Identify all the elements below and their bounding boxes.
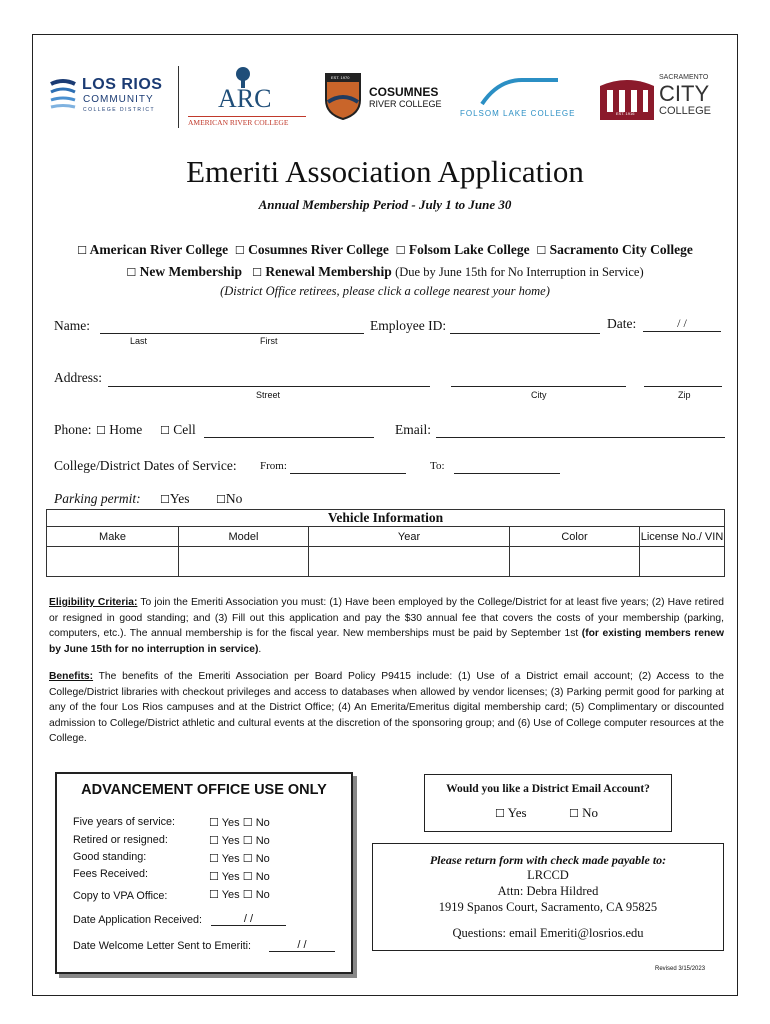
logo-divider: [178, 66, 179, 128]
adv-good-standing-yes-no[interactable]: ☐ Yes ☐ No: [209, 852, 270, 865]
zip-label: Zip: [678, 390, 691, 400]
college-checkbox-scc[interactable]: ☐ Sacramento City College: [536, 242, 693, 257]
college-checkbox-flc[interactable]: ☐ Folsom Lake College: [395, 242, 530, 257]
return-info-box: [372, 843, 724, 951]
email-account-question: Would you like a District Email Account?: [446, 783, 650, 795]
city-input[interactable]: [451, 386, 626, 387]
arc-logo: [188, 66, 306, 128]
district-note: (District Office retirees, please click a college nearest your home): [220, 284, 550, 298]
phone-label: Phone:: [54, 422, 92, 437]
last-name-label: Last: [130, 336, 148, 346]
adv-copy-vpa-yes-no[interactable]: ☐ Yes ☐ No: [209, 888, 270, 901]
vehicle-col-make: Make: [47, 527, 179, 547]
los-rios-logo: [50, 76, 175, 120]
name-input[interactable]: [100, 333, 364, 334]
vehicle-make-cell[interactable]: [47, 547, 179, 577]
date-label: Date:: [607, 316, 637, 331]
name-label: Name:: [54, 318, 90, 333]
adv-date-received-label: Date Application Received:: [73, 914, 203, 926]
cosumnes-logo: [324, 72, 444, 122]
return-questions: Questions: email Emeriti@losrios.edu: [452, 926, 644, 940]
parking-label: Parking permit:: [54, 491, 141, 506]
from-date-input[interactable]: [290, 473, 406, 474]
eligibility-text: To join the Emeriti Association you must: (1) Have been employed by the College/District for at least five years; (2) Have retired or resigned in good standing; and (3) Fill out this application and pay the $30 annual fee that covers the costs of your membership (parking, computers, etc.). The annual membership is for the fiscal year. New memberships must be paid by September 1st: [49, 597, 724, 640]
email-account-no[interactable]: ☐ No: [569, 805, 599, 820]
arc-name: AMERICAN RIVER COLLEGE: [188, 118, 289, 127]
street-input[interactable]: [108, 386, 430, 387]
adv-date-letter-input[interactable]: / /: [269, 939, 335, 952]
return-line1: LRCCD: [527, 868, 569, 882]
return-line3: 1919 Spanos Court, Sacramento, CA 95825: [438, 900, 658, 914]
adv-row-copy-vpa: Copy to VPA Office:: [73, 890, 168, 902]
scc-logo: [598, 72, 716, 124]
membership-row: [0, 264, 770, 280]
parking-yes-checkbox[interactable]: ☐Yes: [160, 491, 190, 506]
new-membership-checkbox[interactable]: ☐ New Membership: [126, 264, 242, 279]
college-selection-row: [0, 242, 770, 258]
email-account-box: [424, 774, 672, 832]
scc-line1: SACRAMENTO: [659, 74, 709, 81]
los-rios-mark-icon: [50, 76, 76, 116]
folsom-name: FOLSOM LAKE COLLEGE: [460, 109, 576, 118]
street-label: Street: [256, 390, 281, 400]
folsom-logo: [460, 76, 580, 122]
vehicle-table: [46, 509, 725, 577]
parking-no-checkbox[interactable]: ☐No: [216, 491, 243, 506]
service-dates-label: College/District Dates of Service:: [54, 458, 237, 473]
adv-row-good-standing: Good standing:: [73, 851, 147, 863]
vehicle-col-model: Model: [179, 527, 309, 547]
vehicle-col-license: License No./ VIN: [640, 527, 725, 547]
zip-input[interactable]: [644, 386, 722, 387]
college-checkbox-arc[interactable]: ☐ American River College: [77, 242, 229, 257]
date-input[interactable]: / /: [643, 316, 721, 332]
advancement-office-box: [55, 772, 353, 974]
employee-id-label: Employee ID:: [370, 318, 447, 333]
los-rios-line1: LOS RIOS: [82, 76, 163, 93]
adv-date-received-input[interactable]: / /: [211, 913, 286, 926]
benefits-paragraph: [49, 669, 724, 747]
los-rios-line3: COLLEGE DISTRICT: [83, 107, 156, 113]
folsom-bridge-icon: [478, 76, 562, 106]
vehicle-model-cell[interactable]: [179, 547, 309, 577]
return-heading: Please return form with check made payable to:: [429, 853, 667, 867]
scc-est: EST. 1916: [616, 111, 635, 116]
address-label: Address:: [54, 370, 102, 385]
employee-id-input[interactable]: [450, 333, 600, 334]
benefits-heading: Benefits:: [49, 671, 94, 682]
eligibility-heading: Eligibility Criteria:: [49, 597, 138, 608]
adv-row-retired: Retired or resigned:: [73, 834, 168, 846]
adv-fees-yes-no[interactable]: ☐ Yes ☐ No: [209, 870, 270, 883]
vehicle-col-color: Color: [510, 527, 640, 547]
college-checkbox-crc[interactable]: ☐ Cosumnes River College: [234, 242, 389, 257]
to-date-input[interactable]: [454, 473, 560, 474]
renewal-note: (Due by June 15th for No Interruption in Service): [395, 265, 644, 279]
phone-home-checkbox[interactable]: ☐ Home: [96, 422, 143, 437]
phone-cell-checkbox[interactable]: ☐ Cell: [160, 422, 196, 437]
phone-input[interactable]: [204, 437, 374, 438]
adv-date-letter-label: Date Welcome Letter Sent to Emeriti:: [73, 940, 252, 952]
adv-retired-yes-no[interactable]: ☐ Yes ☐ No: [209, 834, 270, 847]
email-label: Email:: [395, 422, 431, 437]
return-line2: Attn: Debra Hildred: [497, 884, 599, 898]
cosumnes-est: EST. 1970: [331, 75, 350, 80]
scc-line2: CITY: [659, 81, 710, 106]
adv-row-fees: Fees Received:: [73, 868, 149, 880]
adv-row-five-years: Five years of service:: [73, 816, 176, 828]
cosumnes-line2: RIVER COLLEGE: [369, 99, 442, 109]
email-input[interactable]: [436, 437, 725, 438]
from-label: From:: [260, 460, 287, 472]
city-label: City: [531, 390, 547, 400]
arc-wordmark: ARC: [218, 84, 272, 113]
vehicle-col-year: Year: [309, 527, 510, 547]
benefits-text: The benefits of the Emeriti Association per Board Policy P9415 include: (1) Use of a District email account; (2) Access to the College/District libraries with checkout privileges and access to databases when allowed by vendor licenses; (3) Parking permit good for parking at any of the four Los Rios campuses and at the District Office; (4) An Emerita/Emeritus digital membership card; (5) Complimentary or discounted admission to College/District athletic and cultural events at the discretion of the sponsoring group; and (6) Use of College computer resources at the College.: [49, 671, 724, 745]
scc-line3: COLLEGE: [659, 105, 711, 117]
first-name-label: First: [260, 336, 278, 346]
renewal-membership-checkbox[interactable]: ☐ Renewal Membership: [252, 264, 392, 279]
email-account-yes[interactable]: ☐ Yes: [495, 805, 527, 820]
adv-five-years-yes-no[interactable]: ☐ Yes ☐ No: [209, 816, 270, 829]
eligibility-paragraph: Eligibility Criteria: To join the Emeriti Association you must: (1) Have been employed by the College/District for at least five years; (2) Have retired or resigned in good standing; and (3) Fill out this application and pay the $30 annual fee that covers the costs of your membership (parking, computers, etc.). The annual membership is for the fiscal year. New memberships must be paid by September 1st (for existing members renew by June 15th for no interruption in service).: [49, 597, 725, 655]
page-title: Emeriti Association Application: [186, 154, 584, 189]
revised-date: Revised 3/15/2023: [655, 966, 706, 972]
vehicle-table-title: Vehicle Information: [47, 510, 725, 527]
vehicle-year-cell[interactable]: [309, 547, 510, 577]
advancement-title: ADVANCEMENT OFFICE USE ONLY: [81, 782, 327, 798]
vehicle-license-cell[interactable]: [640, 547, 725, 577]
los-rios-line2: COMMUNITY: [83, 94, 154, 105]
to-label: To:: [430, 460, 445, 472]
cosumnes-line1: COSUMNES: [369, 85, 439, 99]
vehicle-color-cell[interactable]: [510, 547, 640, 577]
eligibility-bold-text: (for existing members renew by June 15th for no interruption in service): [49, 628, 725, 655]
page-subtitle: Annual Membership Period - July 1 to June 30: [258, 197, 512, 212]
